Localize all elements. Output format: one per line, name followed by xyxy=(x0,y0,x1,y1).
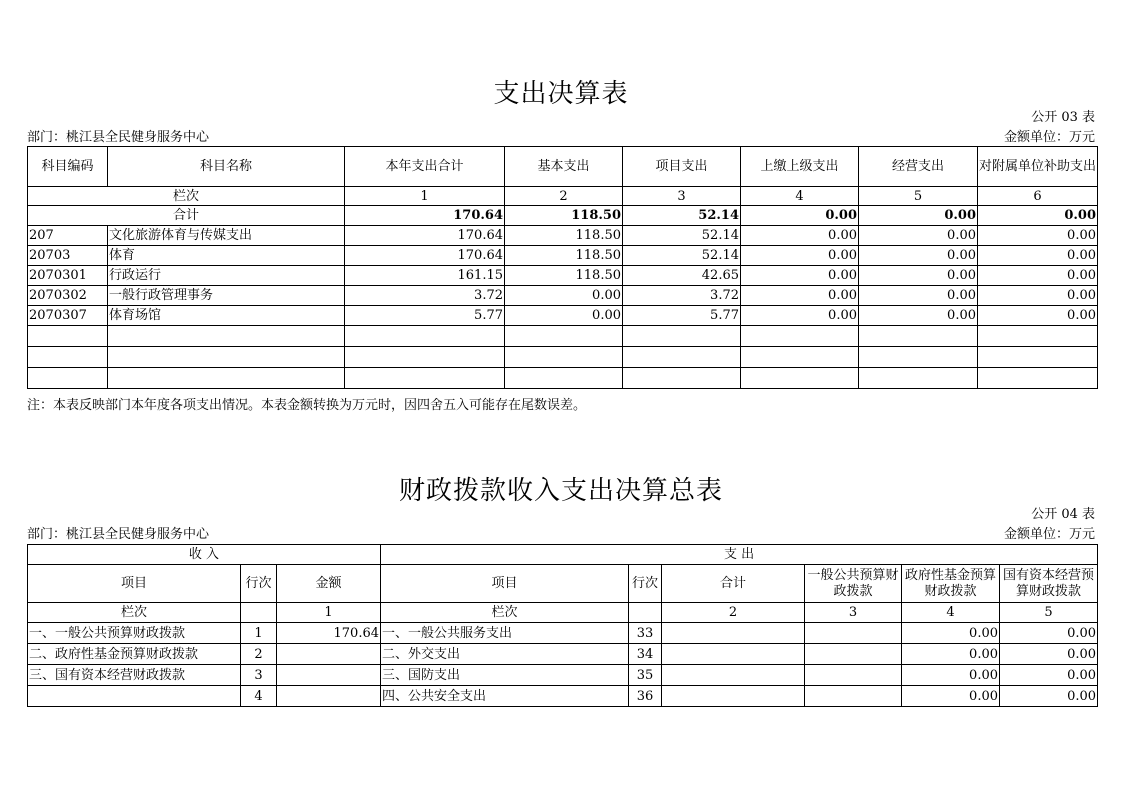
table-row xyxy=(28,226,1098,246)
expense-general xyxy=(805,644,902,665)
table04-header-row xyxy=(28,565,1098,603)
table03-title: 支出决算表 xyxy=(493,79,629,109)
expense-fund: 0.00 xyxy=(902,686,1000,707)
expense-general xyxy=(805,623,902,644)
total-cell: 0.00 xyxy=(978,206,1098,226)
table03-unit: 金额单位：万元 xyxy=(1003,130,1095,145)
table03-seq-row xyxy=(28,187,1098,206)
header-state-capital: 国有资本经营预算财政拨款 xyxy=(1000,565,1098,603)
expense-total xyxy=(662,686,805,707)
seq-cell: 4 xyxy=(741,187,859,206)
expense-fund: 0.00 xyxy=(902,623,1000,644)
seq-label: 栏次 xyxy=(28,187,345,206)
table-row xyxy=(28,266,1098,286)
row-value: 0.00 xyxy=(741,286,859,306)
header-income-item: 项目 xyxy=(28,565,241,603)
table-row xyxy=(28,623,1098,644)
row-value: 3.72 xyxy=(623,286,741,306)
header-expense-row-no: 行次 xyxy=(629,565,662,603)
seq-cell: 3 xyxy=(623,187,741,206)
header-code: 科目编码 xyxy=(28,147,108,187)
row-code: 207 xyxy=(28,226,108,246)
table03-note: 注：本表反映部门本年度各项支出情况。本表金额转换为万元时，因四舍五入可能存在尾数误差。 xyxy=(27,398,587,413)
header-basic: 基本支出 xyxy=(505,147,623,187)
row-code: 2070302 xyxy=(28,286,108,306)
row-name: 行政运行 xyxy=(108,266,345,286)
income-row-no: 2 xyxy=(241,644,277,665)
row-value: 0.00 xyxy=(859,246,978,266)
total-cell: 0.00 xyxy=(859,206,978,226)
header-general-budget: 一般公共预算财政拨款 xyxy=(805,565,902,603)
income-amount: 170.64 xyxy=(277,623,381,644)
row-value: 0.00 xyxy=(859,286,978,306)
row-value: 161.15 xyxy=(345,266,505,286)
header-remit: 上缴上级支出 xyxy=(741,147,859,187)
table04-code: 公开 04 表 xyxy=(1031,507,1095,522)
expense-state: 0.00 xyxy=(1000,665,1098,686)
header-name: 科目名称 xyxy=(108,147,345,187)
row-value: 170.64 xyxy=(345,246,505,266)
income-row-no: 1 xyxy=(241,623,277,644)
income-amount xyxy=(277,686,381,707)
row-value: 0.00 xyxy=(978,286,1098,306)
row-value: 0.00 xyxy=(978,246,1098,266)
seq-cell: 2 xyxy=(662,603,805,623)
header-business: 经营支出 xyxy=(859,147,978,187)
table04-unit: 金额单位：万元 xyxy=(1003,527,1095,542)
row-value: 0.00 xyxy=(505,306,623,326)
row-value: 42.65 xyxy=(623,266,741,286)
header-subsidy: 对附属单位补助支出 xyxy=(978,147,1098,187)
expense-general xyxy=(805,686,902,707)
expense-total xyxy=(662,644,805,665)
row-value: 5.77 xyxy=(623,306,741,326)
expense-total xyxy=(662,665,805,686)
row-value: 0.00 xyxy=(859,226,978,246)
expense-fund: 0.00 xyxy=(902,665,1000,686)
row-value: 5.77 xyxy=(345,306,505,326)
income-item xyxy=(28,686,241,707)
table04-dept: 部门：桃江县全民健身服务中心 xyxy=(27,527,210,542)
seq-label: 栏次 xyxy=(28,603,241,623)
table-row xyxy=(28,286,1098,306)
table03-header-row xyxy=(28,147,1098,187)
income-item: 三、国有资本经营财政拨款 xyxy=(28,665,241,686)
table-row xyxy=(28,246,1098,266)
row-code: 2070301 xyxy=(28,266,108,286)
seq-cell: 5 xyxy=(859,187,978,206)
income-amount xyxy=(277,644,381,665)
row-name: 文化旅游体育与传媒支出 xyxy=(108,226,345,246)
expense-item: 四、公共安全支出 xyxy=(381,686,629,707)
seq-cell: 1 xyxy=(277,603,381,623)
income-row-no: 4 xyxy=(241,686,277,707)
row-code: 20703 xyxy=(28,246,108,266)
expense-total xyxy=(662,623,805,644)
row-value: 118.50 xyxy=(505,266,623,286)
row-name: 一般行政管理事务 xyxy=(108,286,345,306)
table03 xyxy=(27,146,1098,389)
header-income-amount: 金额 xyxy=(277,565,381,603)
table03-dept: 部门：桃江县全民健身服务中心 xyxy=(27,130,210,145)
row-value: 118.50 xyxy=(505,226,623,246)
total-cell: 52.14 xyxy=(623,206,741,226)
table-row xyxy=(28,644,1098,665)
header-expense-total: 合计 xyxy=(662,565,805,603)
row-value: 170.64 xyxy=(345,226,505,246)
income-item: 二、政府性基金预算财政拨款 xyxy=(28,644,241,665)
row-value: 52.14 xyxy=(623,246,741,266)
empty-row xyxy=(28,368,1098,389)
header-total: 本年支出合计 xyxy=(345,147,505,187)
row-value: 0.00 xyxy=(859,306,978,326)
total-label: 合计 xyxy=(28,206,345,226)
table04-title: 财政拨款收入支出决算总表 xyxy=(398,476,723,506)
table04-seq-row xyxy=(28,603,1098,623)
row-value: 3.72 xyxy=(345,286,505,306)
income-label: 收 入 xyxy=(28,545,381,565)
table03-code: 公开 03 表 xyxy=(1031,110,1095,125)
total-cell: 0.00 xyxy=(741,206,859,226)
expense-state: 0.00 xyxy=(1000,623,1098,644)
header-project: 项目支出 xyxy=(623,147,741,187)
header-income-row-no: 行次 xyxy=(241,565,277,603)
header-fund-budget: 政府性基金预算财政拨款 xyxy=(902,565,1000,603)
expense-fund: 0.00 xyxy=(902,644,1000,665)
seq-cell: 3 xyxy=(805,603,902,623)
expense-item: 二、外交支出 xyxy=(381,644,629,665)
row-value: 0.00 xyxy=(978,226,1098,246)
empty-row xyxy=(28,326,1098,347)
income-amount xyxy=(277,665,381,686)
expense-state: 0.00 xyxy=(1000,686,1098,707)
row-value: 52.14 xyxy=(623,226,741,246)
seq-cell: 2 xyxy=(505,187,623,206)
row-code: 2070307 xyxy=(28,306,108,326)
row-value: 0.00 xyxy=(505,286,623,306)
table-row xyxy=(28,306,1098,326)
table03-total-row xyxy=(28,206,1098,226)
row-value: 0.00 xyxy=(741,306,859,326)
seq-label: 栏次 xyxy=(381,603,629,623)
income-row-no: 3 xyxy=(241,665,277,686)
expense-label: 支 出 xyxy=(381,545,1098,565)
seq-cell: 6 xyxy=(978,187,1098,206)
expense-row-no: 34 xyxy=(629,644,662,665)
total-cell: 170.64 xyxy=(345,206,505,226)
row-value: 0.00 xyxy=(741,266,859,286)
expense-row-no: 33 xyxy=(629,623,662,644)
table04 xyxy=(27,544,1098,707)
row-name: 体育 xyxy=(108,246,345,266)
seq-cell: 1 xyxy=(345,187,505,206)
expense-row-no: 35 xyxy=(629,665,662,686)
table-row xyxy=(28,665,1098,686)
expense-item: 一、一般公共服务支出 xyxy=(381,623,629,644)
seq-cell: 5 xyxy=(1000,603,1098,623)
total-cell: 118.50 xyxy=(505,206,623,226)
row-name: 体育场馆 xyxy=(108,306,345,326)
empty-row xyxy=(28,347,1098,368)
expense-row-no: 36 xyxy=(629,686,662,707)
expense-state: 0.00 xyxy=(1000,644,1098,665)
expense-general xyxy=(805,665,902,686)
row-value: 0.00 xyxy=(741,226,859,246)
header-expense-item: 项目 xyxy=(381,565,629,603)
row-value: 118.50 xyxy=(505,246,623,266)
row-value: 0.00 xyxy=(741,246,859,266)
expense-item: 三、国防支出 xyxy=(381,665,629,686)
row-value: 0.00 xyxy=(978,306,1098,326)
income-item: 一、一般公共预算财政拨款 xyxy=(28,623,241,644)
table04-section-row xyxy=(28,545,1098,565)
row-value: 0.00 xyxy=(978,266,1098,286)
seq-cell: 4 xyxy=(902,603,1000,623)
row-value: 0.00 xyxy=(859,266,978,286)
table-row xyxy=(28,686,1098,707)
